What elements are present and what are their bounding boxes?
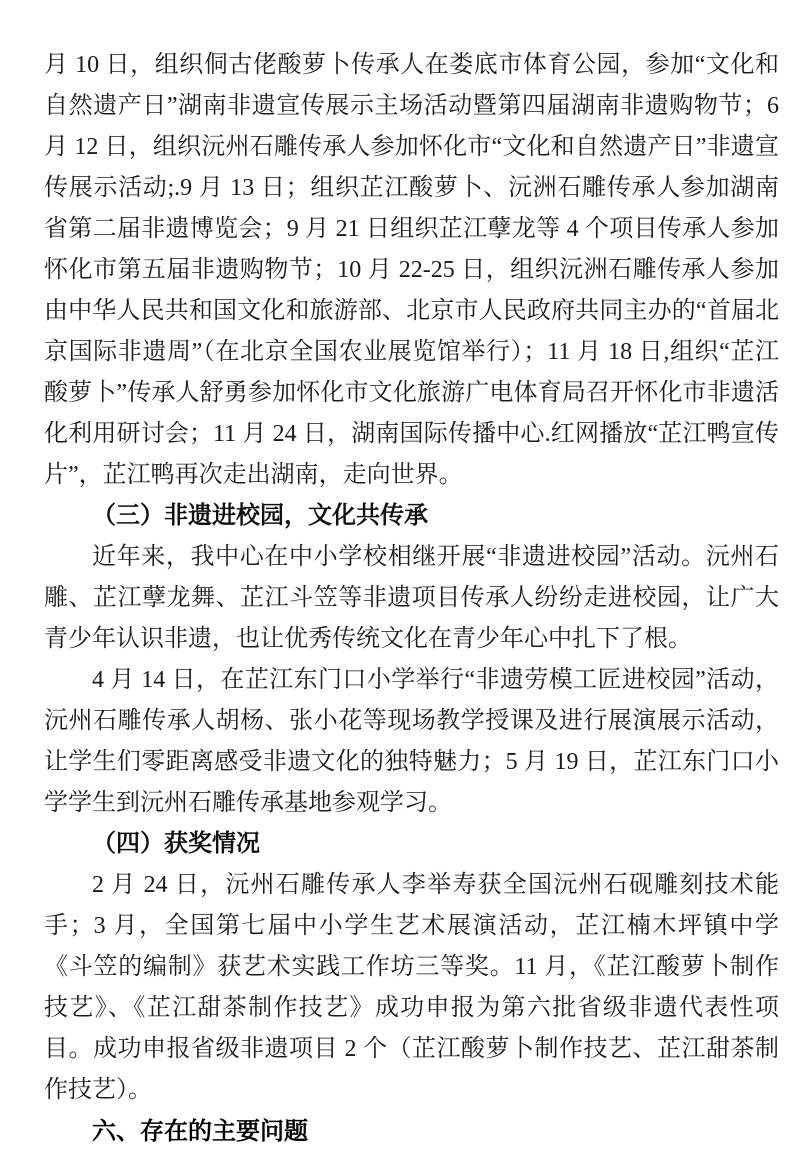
heading-section-3-heritage-into-schools: （三）非遗进校园，文化共传承 [92, 503, 428, 529]
paragraph-heritage-into-schools-overview: 近年来，我中心在中小学校相继开展“非遗进校园”活动。沅州石雕、芷江孽龙舞、芷江斗笠等非遗项目传承人纷纷走进校园，让广大青少年认识非遗，也让优秀传统文化在青少年心中扎下了根。 [44, 544, 779, 652]
heading-chapter-6-main-problems: 六、存在的主要问题 [92, 1118, 308, 1145]
heading-section-4-awards: （四）获奖情况 [92, 831, 260, 857]
paragraph-heritage-promotion-events: 月 10 日，组织侗古佬酸萝卜传承人在娄底市体育公园，参加“文化和自然遗产日”湖南非遗宣传展示主场活动暨第四届湖南非遗购物节；6 月 12 日，组织沅州石雕传承人参加怀化市“文化和自然遗产日”非遗宣传展示活动;.9 月 13 日；组织芷江酸萝卜、沅洲石雕传承人参加湖南省第二届非遗博览会；9 月 21 日组织芷江孽龙等 4 个项目传承人参加怀化市第五届非遗购物节；10 月 22-25 日，组织沅洲石雕传承人参加由中华人民共和国文化和旅游部、北京市人民政府共同主办的“首届北京国际非遗周”（在北京全国农业展览馆举行）；11 月 18 日,组织“芷江酸萝卜”传承人舒勇参加怀化市文化旅游广电体育局召开怀化市非遗活化利用研讨会；11 月 24 日，湖南国际传播中心.红网播放“芷江鸭宣传片”，芷江鸭再次走出湖南，走向世界。 [44, 52, 779, 488]
paragraph-awards-detail: 2 月 24 日，沅州石雕传承人李举寿获全国沅州石砚雕刻技术能手；3 月，全国第七届中小学生艺术展演活动，芷江楠木坪镇中学《斗笠的编制》获艺术实践工作坊三等奖。11 月，《芷江酸萝卜制作技艺》、《芷江甜茶制作技艺》成功申报为第六批省级非遗代表性项目。成功申报省级非遗项目 2 个（芷江酸萝卜制作技艺、芷江甜茶制作技艺）。 [44, 872, 779, 1103]
paragraph-school-activities-detail: 4 月 14 日，在芷江东门口小学举行“非遗劳模工匠进校园”活动，沅州石雕传承人胡杨、张小花等现场教学授课及进行展演展示活动，让学生们零距离感受非遗文化的独特魅力；5 月 19 日，芷江东门口小学学生到沅州石雕传承基地参观学习。 [44, 667, 779, 816]
